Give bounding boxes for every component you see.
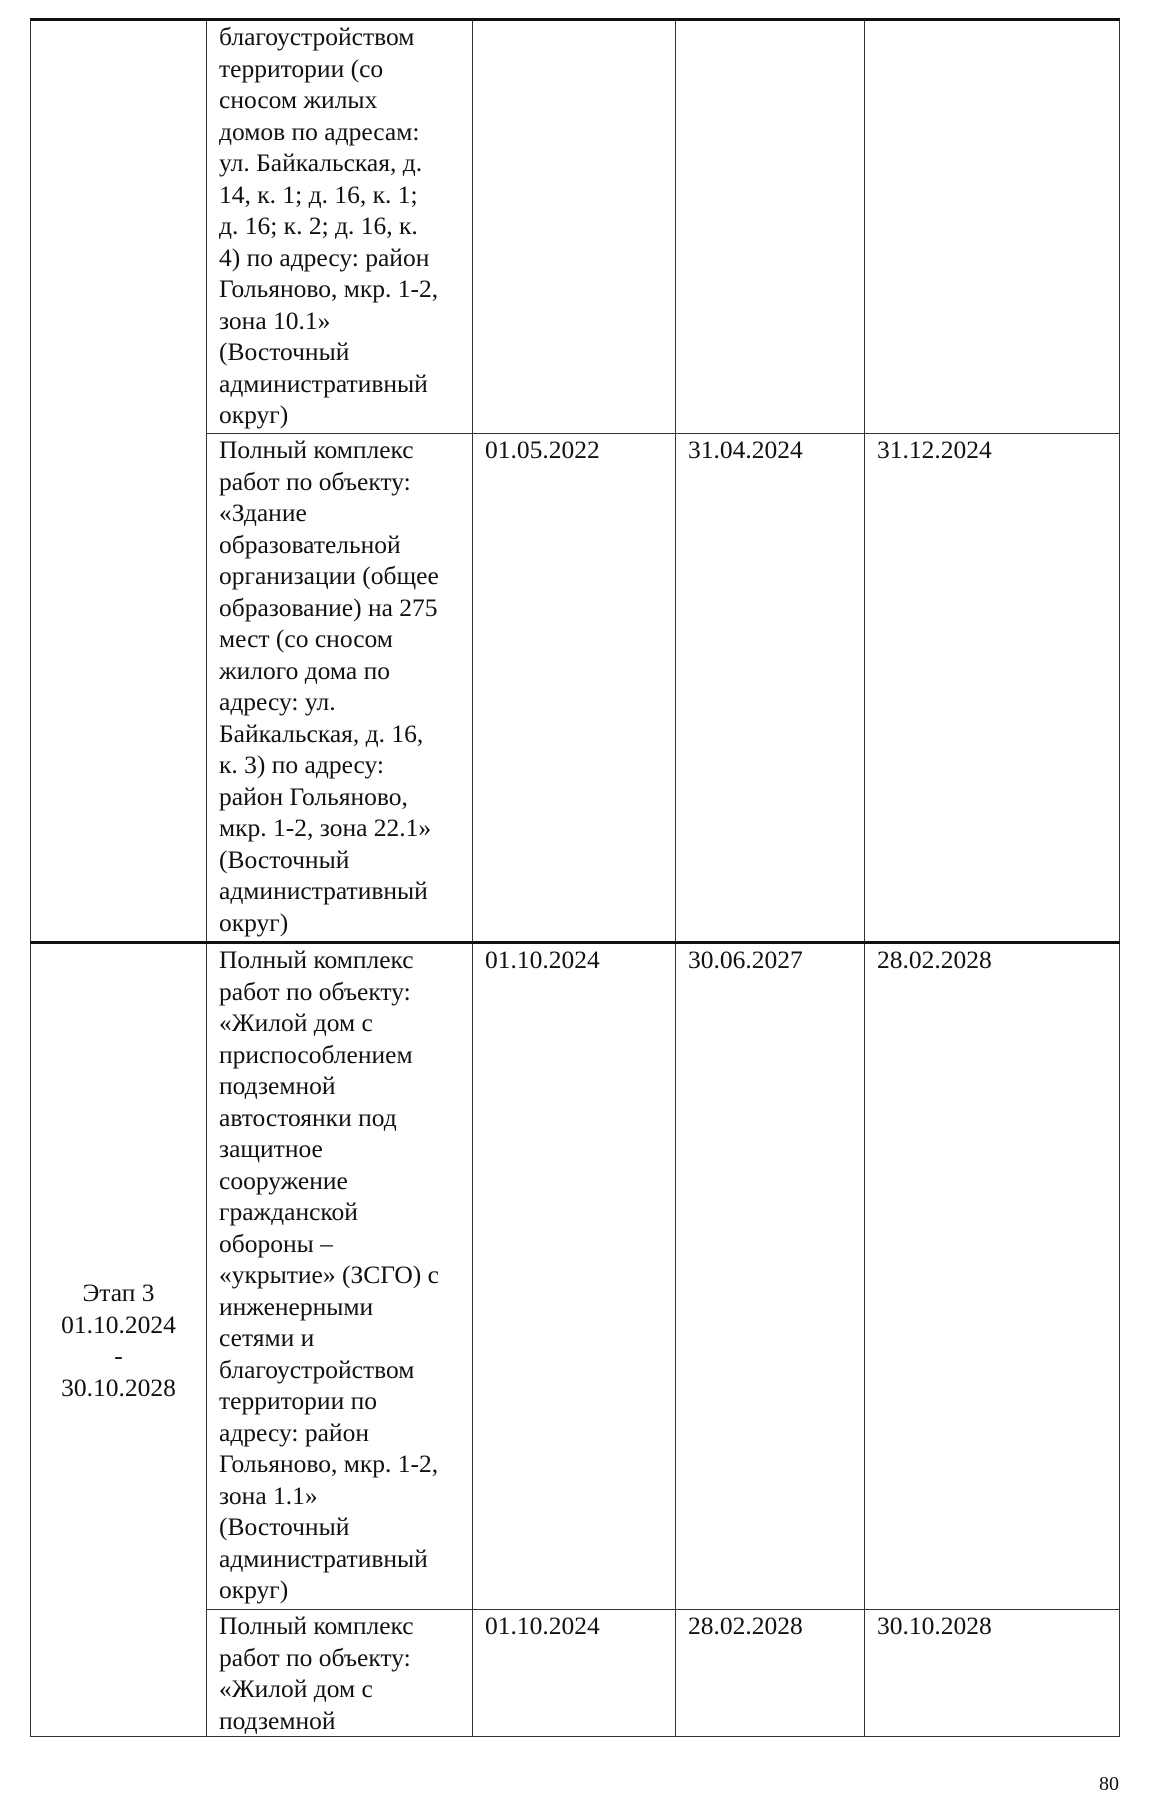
table-row	[31, 20, 1120, 434]
commissioning-date	[865, 20, 1120, 434]
start-date: 01.10.2024	[473, 943, 676, 1610]
stages-table	[30, 18, 1120, 1737]
stage-title: Этап 3	[82, 1278, 155, 1307]
object-description: благоустройством территории (со сносом жилых домов по адресам: ул. Байкальская, д. 14, к. 1; д. 16, к. 1; д. 16; к. 2; д. 16, к. 4) по адресу: район Гольяново, мкр. 1-2, зона 10.1» (Восточный административный округ)	[207, 20, 473, 434]
start-date	[473, 20, 676, 434]
completion-date	[676, 20, 865, 434]
object-description: Полный комплекс работ по объекту: «Жилой дом с подземной	[207, 1610, 473, 1737]
object-description: Полный комплекс работ по объекту: «Здание образовательной организации (общее образование) на 275 мест (со сносом жилого дома по адресу: ул. Байкальская, д. 16, к. 3) по адресу: район Гольяново, мкр. 1-2, зона 22.1» (Восточный административный округ)	[207, 434, 473, 943]
object-description: Полный комплекс работ по объекту: «Жилой дом с приспособлением подземной автостоянки под защитное сооружение гражданской обороны – «укрытие» (ЗСГО) с инженерными сетями и благоустройством территории по адресу: район Гольяново, мкр. 1-2, зона 1.1» (Восточный административный округ)	[207, 943, 473, 1610]
stage-separator: -	[114, 1341, 123, 1370]
commissioning-date: 30.10.2028	[865, 1610, 1120, 1737]
start-date: 01.05.2022	[473, 434, 676, 943]
completion-date: 31.04.2024	[676, 434, 865, 943]
stage-end-date: 30.10.2028	[61, 1372, 176, 1402]
completion-date: 28.02.2028	[676, 1610, 865, 1737]
start-date: 01.10.2024	[473, 1610, 676, 1737]
stage-cell-empty	[31, 20, 207, 943]
stage-start-date: 01.10.2024	[61, 1309, 176, 1339]
page-number: 80	[1099, 1773, 1119, 1795]
completion-date: 30.06.2027	[676, 943, 865, 1610]
commissioning-date: 28.02.2028	[865, 943, 1120, 1610]
commissioning-date: 31.12.2024	[865, 434, 1120, 943]
table-row	[31, 943, 1120, 1610]
stage-cell	[31, 943, 207, 1737]
